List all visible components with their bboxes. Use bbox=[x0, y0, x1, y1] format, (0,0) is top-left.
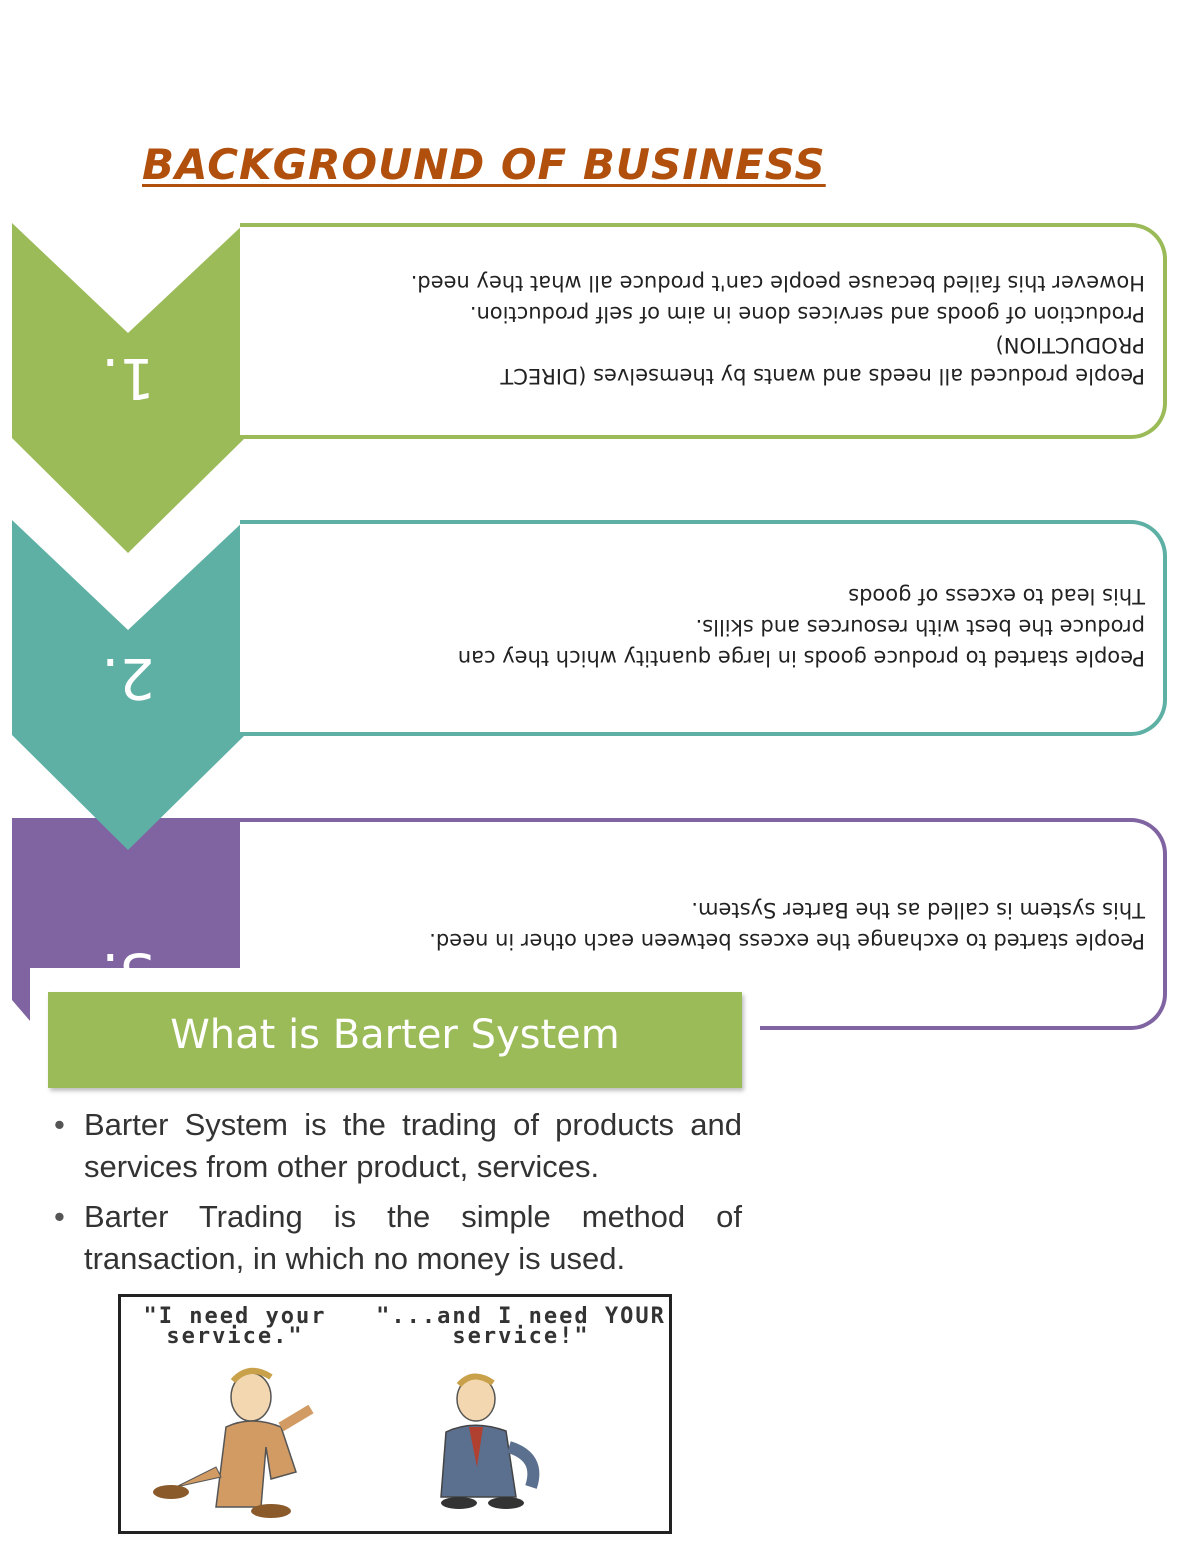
bullet-item: • Barter Trading is the simple method of transaction, in which no money is used. bbox=[52, 1196, 742, 1280]
step2-line: People started to produce goods in large quantity which they can bbox=[457, 646, 1145, 670]
step1-text bbox=[265, 267, 1145, 391]
step3-line: This system is called as the Barter System. bbox=[691, 898, 1145, 922]
step2-line: produce the best with resources and skills. bbox=[695, 615, 1145, 639]
step1-line: Production of goods and services done in aim of self production. bbox=[469, 302, 1145, 326]
right-quote: "...and I need YOUR service!" bbox=[376, 1304, 666, 1349]
page-title: BACKGROUND OF BUSINESS bbox=[142, 140, 826, 189]
step2-number: 2. bbox=[101, 645, 155, 710]
step1-line: PRODUCTION) bbox=[995, 333, 1145, 357]
step1-box bbox=[240, 223, 1167, 439]
left-man-figure bbox=[153, 1371, 311, 1518]
two-men-illustration bbox=[121, 1297, 669, 1531]
left-quote: "I need your service." bbox=[143, 1304, 327, 1349]
bullet-item: • Barter System is the trading of products and services from other product, services. bbox=[52, 1104, 742, 1188]
step2-line: This lead to excess of goods bbox=[848, 584, 1145, 608]
step1-number: 1. bbox=[101, 345, 155, 410]
slide-header bbox=[48, 992, 742, 1088]
step2-box bbox=[240, 520, 1167, 736]
step1-line: People produced all needs and wants by themselves (DIRECT bbox=[500, 364, 1145, 388]
step2-text bbox=[265, 580, 1145, 673]
step3-line: People started to exchange the excess between each other in need. bbox=[429, 929, 1145, 953]
step1-line: However this failed because people can't produce all what they need. bbox=[410, 271, 1145, 295]
barter-cartoon bbox=[118, 1294, 672, 1534]
slide-bullets bbox=[52, 1104, 742, 1288]
barter-slide bbox=[30, 968, 760, 1548]
slide-heading: What is Barter System bbox=[170, 1012, 620, 1058]
step3-text bbox=[265, 894, 1145, 956]
right-man-figure bbox=[441, 1376, 533, 1509]
